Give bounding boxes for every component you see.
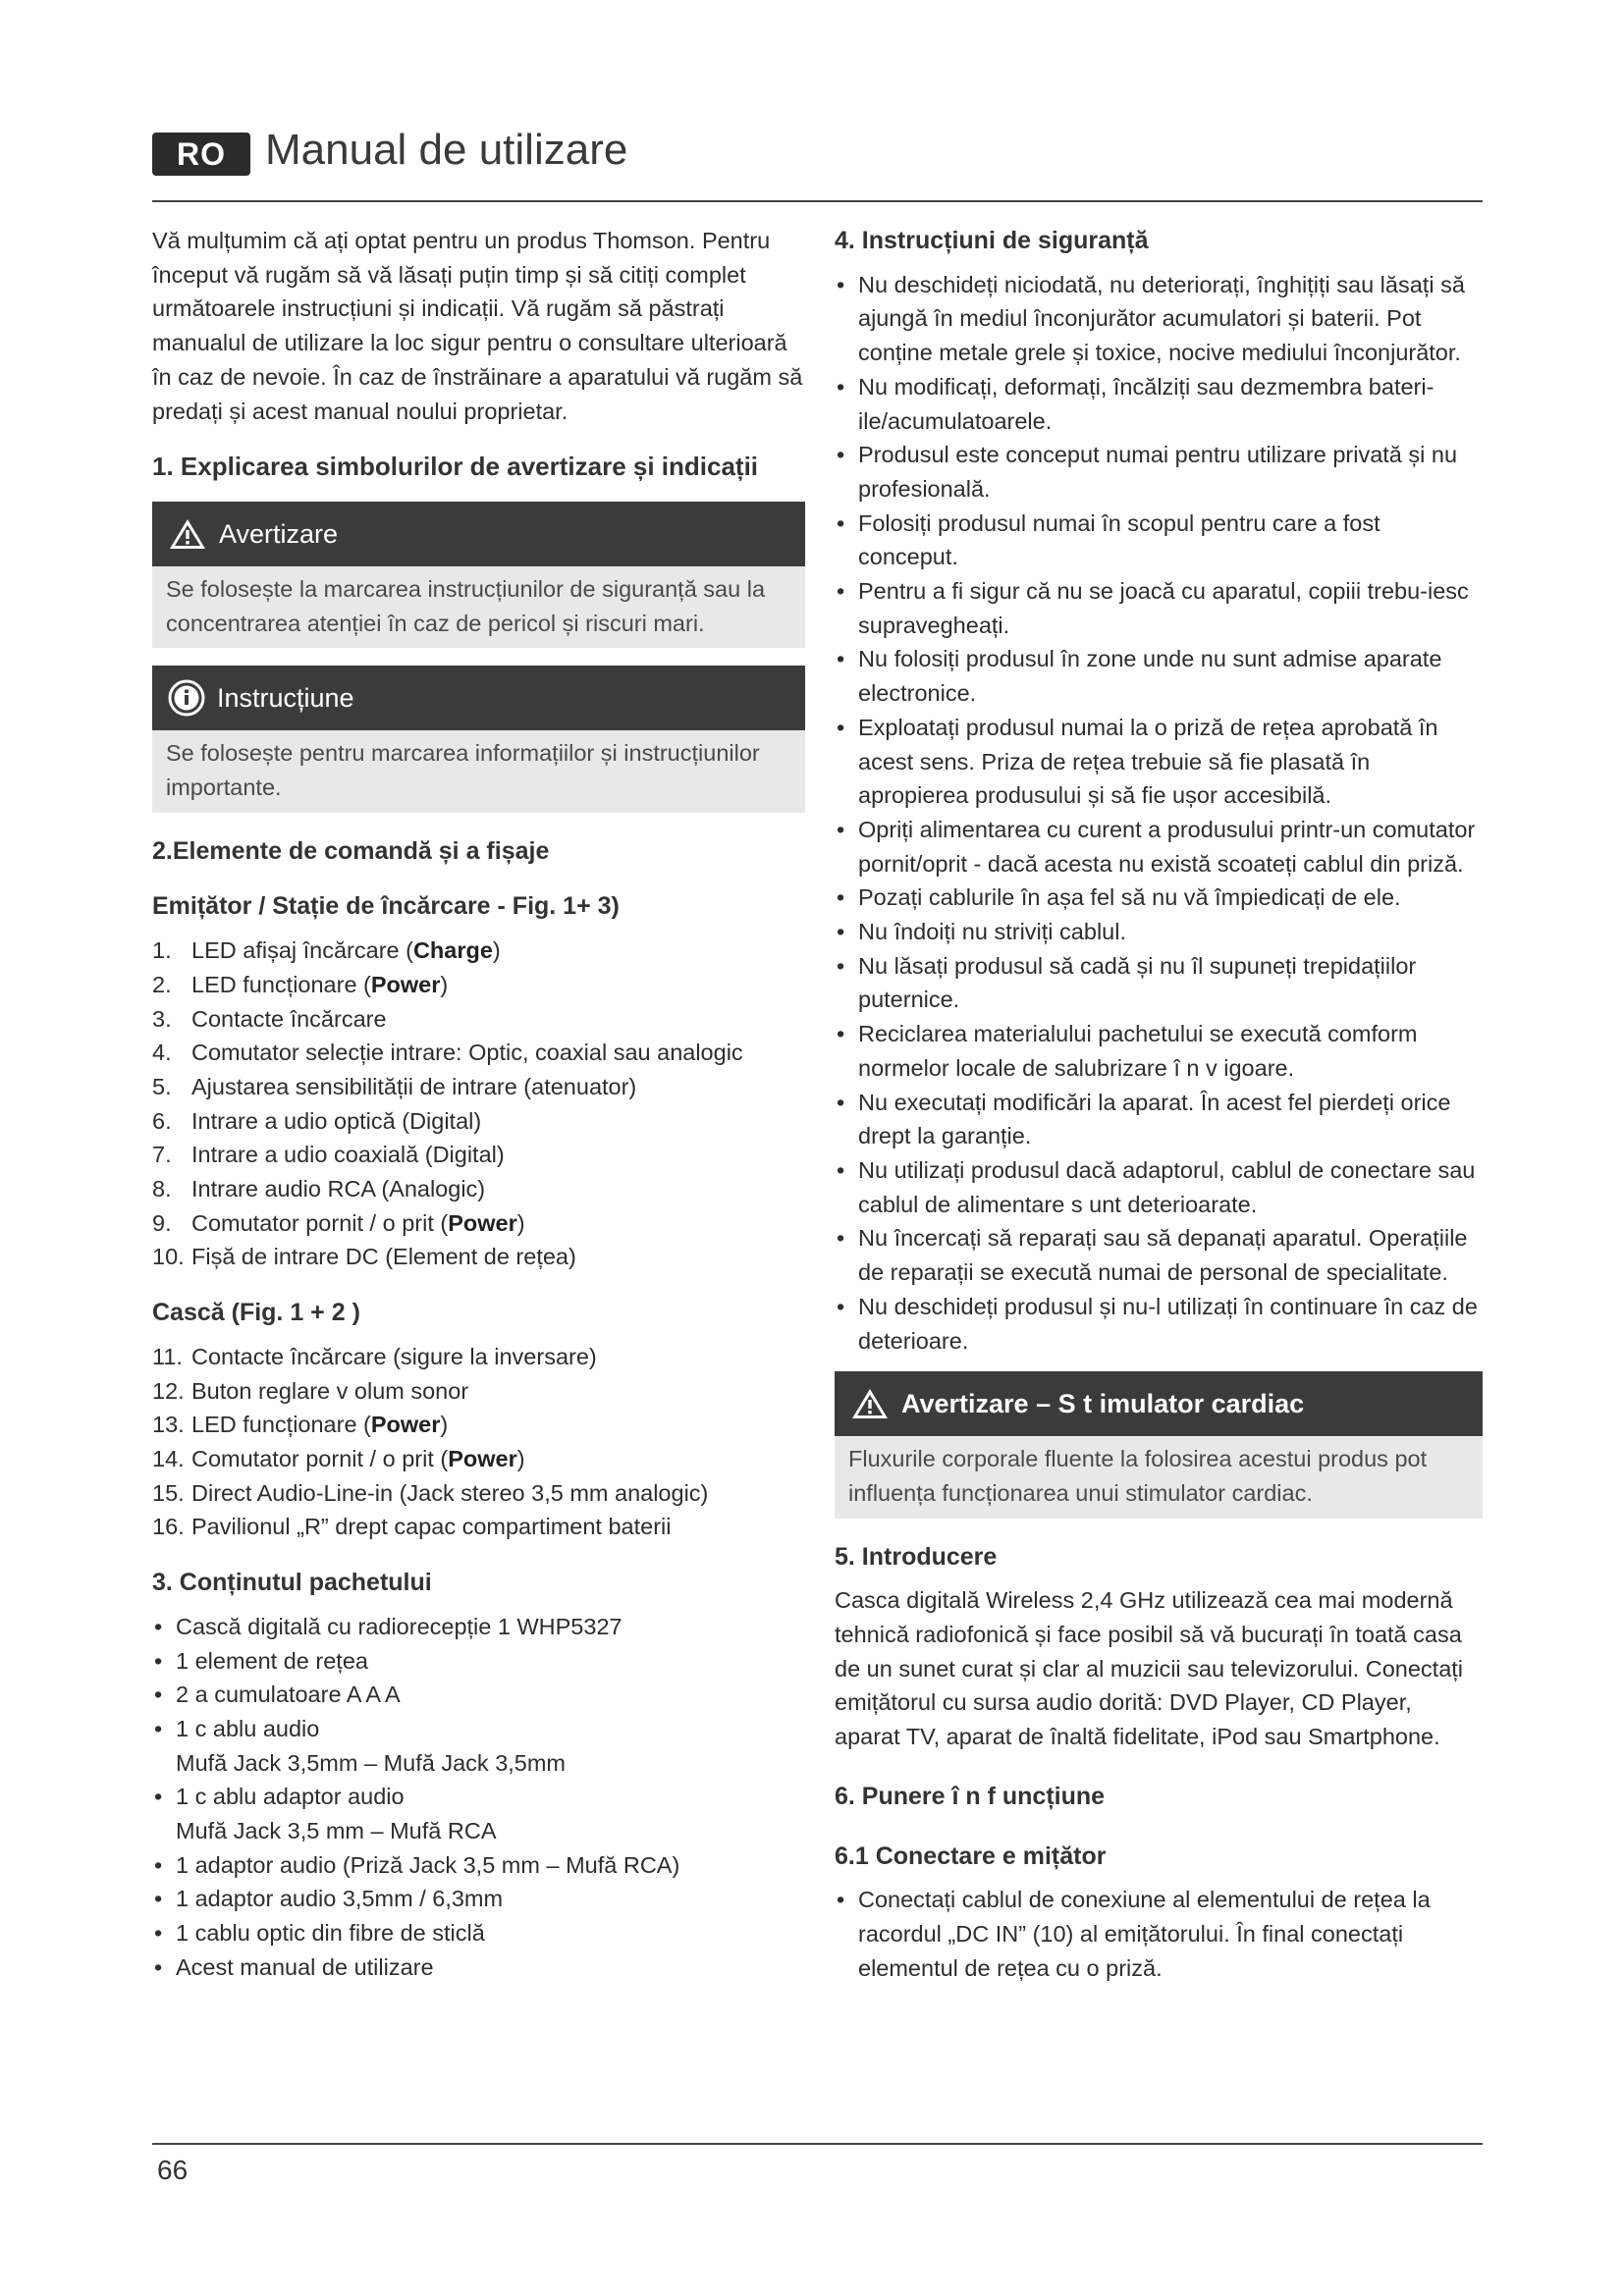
section-6-title: 6. Punere î n f uncțiune [835,1782,1106,1810]
list-item: • Reciclarea materialului pachetului se execută comform normelor locale de salubrizare î n v igoare. [835,1017,1483,1085]
list-item: • Nu deschideți niciodată, nu deteriorați, înghițiți sau lăsați să ajungă în mediul înconjurător acumulatori și baterii. Pot conține metale grele și toxice, nocive mediului înconjurător. [835,268,1483,370]
footer-rule [152,2143,1483,2145]
pacemaker-warning-header [835,1371,1483,1436]
list-item: 9. Comutator pornit / o prit (Power) [152,1209,525,1236]
list-item: • Nu deschideți produsul și nu-l utilizați în continuare în caz de deterioare. [835,1290,1483,1358]
instruction-box [152,666,805,812]
list-item: • Conectați cablul de conexiune al elementului de rețea la racordul „DC IN” (10) al emițătorului. În final conectați elementul de rețea cu o priză. [835,1883,1483,1985]
instruction-box-text: Se folosește pentru marcarea informațiilor și instrucțiunilor importante. [152,730,805,812]
section-4-title: 4. Instrucțiuni de siguranță [835,227,1149,254]
list-item: • 1 c ablu audio Mufă Jack 3,5mm – Mufă Jack 3,5mm [152,1712,805,1780]
list-item: • 1 c ablu adaptor audio Mufă Jack 3,5 mm – Mufă RCA [152,1780,805,1847]
intro-paragraph: Vă mulțumim că ați optat pentru un produs Thomson. Pentru început vă rugăm să vă lăsați puțin timp și să citiți complet următoarele instrucțiuni și indicații. Vă rugăm să păstrați manualul de utilizare la loc sigur pentru o consultare ulterioară în caz de nevoie. În caz de înstrăinare a aparatului vă rugăm să predați și acest manual noului proprietar. [152,228,803,424]
list-item: • Nu utilizați produsul dacă adaptorul, cablul de conectare sau cablul de alimentare s unt deterioarate. [835,1153,1483,1221]
instruction-box-header [152,666,805,730]
header-rule [152,200,1483,202]
list-item: 4. Comutator selecție intrare: Optic, coaxial sau analogic [152,1040,743,1066]
list-item: • 2 a cumulatoare A A A [152,1678,805,1712]
setup-steps-list [835,1883,1483,1985]
page-header [152,128,1478,206]
list-item: 16. Pavilionul „R” drept capac compartiment baterii [152,1514,672,1540]
transmitter-subtitle: Emițător / Stație de încărcare - Fig. 1+ 3) [152,892,620,921]
list-item: • Exploatați produsul numai la o priză de rețea aprobată în acest sens. Priza de rețea trebuie să fie plasată în apropierea produsului și să fie ușor accesibilă. [835,711,1483,813]
section-6-1-title: 6.1 Conectare e mițător [835,1842,1107,1870]
list-item: • Nu încercați să reparați sau să depanați aparatul. Operațiile de reparații se execută numai de personal de specialitate. [835,1221,1483,1289]
list-item: 1. LED afișaj încărcare (Charge) [152,937,501,964]
list-item: • Nu îndoiți nu striviți cablul. [835,915,1483,949]
introduction-paragraph: Casca digitală Wireless 2,4 GHz utilizează cea mai modernă tehnică radiofonică și face posibil să vă bucurați în toată casa de un sunet curat și clar al muzicii sau televizorului. Conectați emițătorul cu sursa audio dorită: DVD Player, CD Player, aparat TV, aparat de înaltă fidelitate, iPod sau Smartphone. [835,1587,1464,1750]
list-item: 11. Contacte încărcare (sigure la inversare) [152,1343,597,1369]
warning-box [152,502,805,648]
section-2-title: 2.Elemente de comandă și a fișaje [152,836,550,865]
language-badge: RO [152,133,250,176]
list-item: 5. Ajustarea sensibilității de intrare (atenuator) [152,1073,637,1099]
list-item: • Nu lăsați produsul să cadă și nu îl supuneți trepidațiilor puternice. [835,949,1483,1017]
right-column [835,224,1483,1985]
list-item: 10. Fișă de intrare DC (Element de rețea) [152,1244,576,1270]
list-item: 12. Buton reglare v olum sonor [152,1377,469,1404]
package-contents-list [152,1610,805,1985]
safety-instructions-list [835,268,1483,1359]
list-item: • Nu executați modificări la aparat. În acest fel pierdeți orice drept la garanție. [835,1086,1483,1153]
section-5-title: 5. Introducere [835,1542,998,1571]
headset-parts-list [152,1340,805,1544]
list-item: 15. Direct Audio-Line-in (Jack stereo 3,5 mm analogic) [152,1479,709,1506]
transmitter-parts-list [152,934,805,1274]
list-item: • Cască digitală cu radiorecepție 1 WHP5327 [152,1610,805,1644]
list-item: 2. LED funcționare (Power) [152,971,449,997]
list-item: 6. Intrare a udio optică (Digital) [152,1107,482,1134]
pacemaker-warning-title: Avertizare – S t imulator cardiac [901,1389,1305,1419]
list-item: • Produsul este conceput numai pentru utilizare privată și nu profesională. [835,438,1483,506]
list-item: 14. Comutator pornit / o prit (Power) [152,1445,525,1471]
pacemaker-warning-box [835,1371,1483,1518]
warning-triangle-icon [168,517,207,551]
instruction-box-title: Instrucțiune [217,683,354,714]
info-circle-icon [168,679,205,717]
headset-subtitle: Cască (Fig. 1 + 2 ) [152,1299,360,1327]
list-item: 8. Intrare audio RCA (Analogic) [152,1176,486,1202]
list-item: • Folosiți produsul numai în scopul pentru care a fost conceput. [835,507,1483,574]
section-3-title: 3. Conținutul pachetului [152,1569,432,1597]
list-item: • Nu folosiți produsul în zone unde nu sunt admise aparate electronice. [835,642,1483,710]
list-item: 3. Contacte încărcare [152,1005,387,1032]
list-item: • Pentru a fi sigur că nu se joacă cu aparatul, copiii trebu-iesc supravegheați. [835,574,1483,642]
list-item: • 1 adaptor audio 3,5mm / 6,3mm [152,1882,805,1916]
page-title: Manual de utilizare [265,126,628,174]
list-item: • 1 element de rețea [152,1644,805,1679]
page-number: 66 [157,2155,189,2185]
pacemaker-warning-text: Fluxurile corporale fluente la folosirea acestui produs pot influența funcționarea unui stimulator cardiac. [835,1436,1483,1518]
list-item: 7. Intrare a udio coaxială (Digital) [152,1142,505,1168]
list-item: • Pozați cablurile în așa fel să nu vă împiedicați de ele. [835,881,1483,915]
list-item: • 1 cablu optic din fibre de sticlă [152,1916,805,1950]
list-item: 13. LED funcționare (Power) [152,1412,449,1438]
list-item: • Opriți alimentarea cu curent a produsului printr-un comutator pornit/oprit - dacă acesta nu există scoateți cablul din priză. [835,813,1483,881]
list-item: • 1 adaptor audio (Priză Jack 3,5 mm – Mufă RCA) [152,1848,805,1883]
section-1-title: 1. Explicarea simbolurilor de avertizare și indicații [152,452,759,482]
left-column [152,224,805,1985]
warning-box-header [152,502,805,566]
list-item: • Acest manual de utilizare [152,1950,805,1985]
warning-box-text: Se folosește la marcarea instrucțiunilor de siguranță sau la concentrarea atenției în caz de pericol și riscuri mari. [152,566,805,648]
list-item: • Nu modificați, deformați, încălziți sau dezmembra bateri-ile/acumulatoarele. [835,370,1483,438]
warning-box-title: Avertizare [219,518,339,549]
warning-triangle-icon [850,1387,890,1420]
